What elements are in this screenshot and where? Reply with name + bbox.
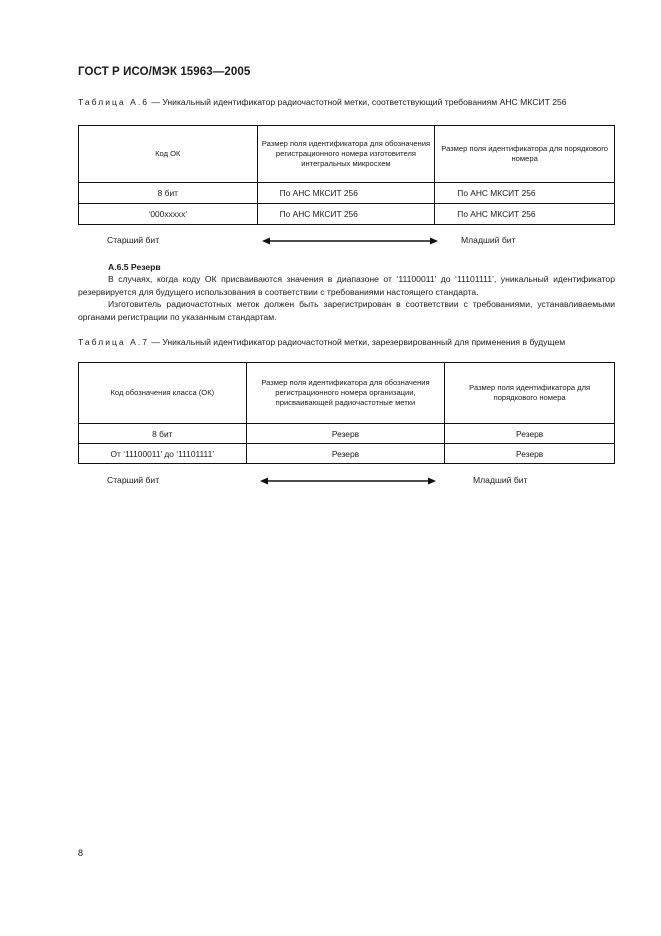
section-paragraph: Изготовитель радиочастотных меток должен быть зарегистрирован в соответствии с требованиями, устанавливаемыми органами регистрации по указанным стандартам. [78,299,615,322]
table-header-cell: Код обозначения класса (ОК) [79,363,247,424]
table-a7-caption-label: Таблица А.7 [78,337,149,347]
table-header-cell: Размер поля идентификатора для обозначения регистрационного номера организации, присваивающей радиочастотные метки [246,363,445,424]
table-a6-caption-label: Таблица А.6 [78,97,149,107]
table-cell: По АНС МКСИТ 256 [435,204,615,225]
table-cell: По АНС МКСИТ 256 [257,183,435,204]
table-a7-caption [78,336,615,348]
table-header-cell: Размер поля идентификатора для порядкового номера [445,363,615,424]
table-cell: 8 бит [79,183,258,204]
table-cell: Резерв [445,424,615,444]
table-cell: Резерв [445,444,615,464]
table-header-cell: Размер поля идентификатора для порядкового номера [435,126,615,183]
table-cell: Резерв [246,424,445,444]
table-header-row [79,126,615,183]
msb-label: Старший бит [107,475,160,485]
table-row [79,444,615,464]
table-header-cell: Код ОК [79,126,258,183]
table-cell: От ‘11100011’ до ‘11101111’ [79,444,247,464]
section-paragraph: В случаях, когда коду ОК присваиваются значения в диапазоне от ‘11100011’ до ‘11101111’, уникальный идентификатор резервируется для будущего использования в соответствии с требованиями настоящего стандарта. [78,274,615,297]
table-cell: ‘000xxxxx’ [79,204,258,225]
msb-label: Старший бит [107,235,160,245]
table-row [79,204,615,225]
page-number: 8 [78,848,84,858]
double-arrow-icon [260,476,436,486]
table-cell: 8 бит [79,424,247,444]
table-a7-caption-text: — Уникальный идентификатор радиочастотной метки, зарезервированный для применения в будущем [148,337,566,347]
table-row [79,424,615,444]
table-a6 [78,125,615,225]
table-a7 [78,362,615,464]
double-arrow-icon [262,236,438,246]
table-a6-caption [78,96,615,108]
table-a6-caption-text: — Уникальный идентификатор радиочастотной метки, соответствующий требованиям АНС МКСИТ 256 [148,97,567,107]
table-cell: По АНС МКСИТ 256 [435,183,615,204]
document-header: ГОСТ Р ИСО/МЭК 15963—2005 [78,66,251,78]
bit-order-indicator [0,475,661,489]
table-row [79,183,615,204]
table-header-cell: Размер поля идентификатора для обозначения регистрационного номера изготовителя интегральных микросхем [257,126,435,183]
lsb-label: Младший бит [473,475,528,485]
table-cell: По АНС МКСИТ 256 [257,204,435,225]
table-cell: Резерв [246,444,445,464]
lsb-label: Младший бит [461,235,516,245]
section-title: А.6.5 Резерв [108,262,161,272]
table-header-row [79,363,615,424]
bit-order-indicator [0,235,661,249]
